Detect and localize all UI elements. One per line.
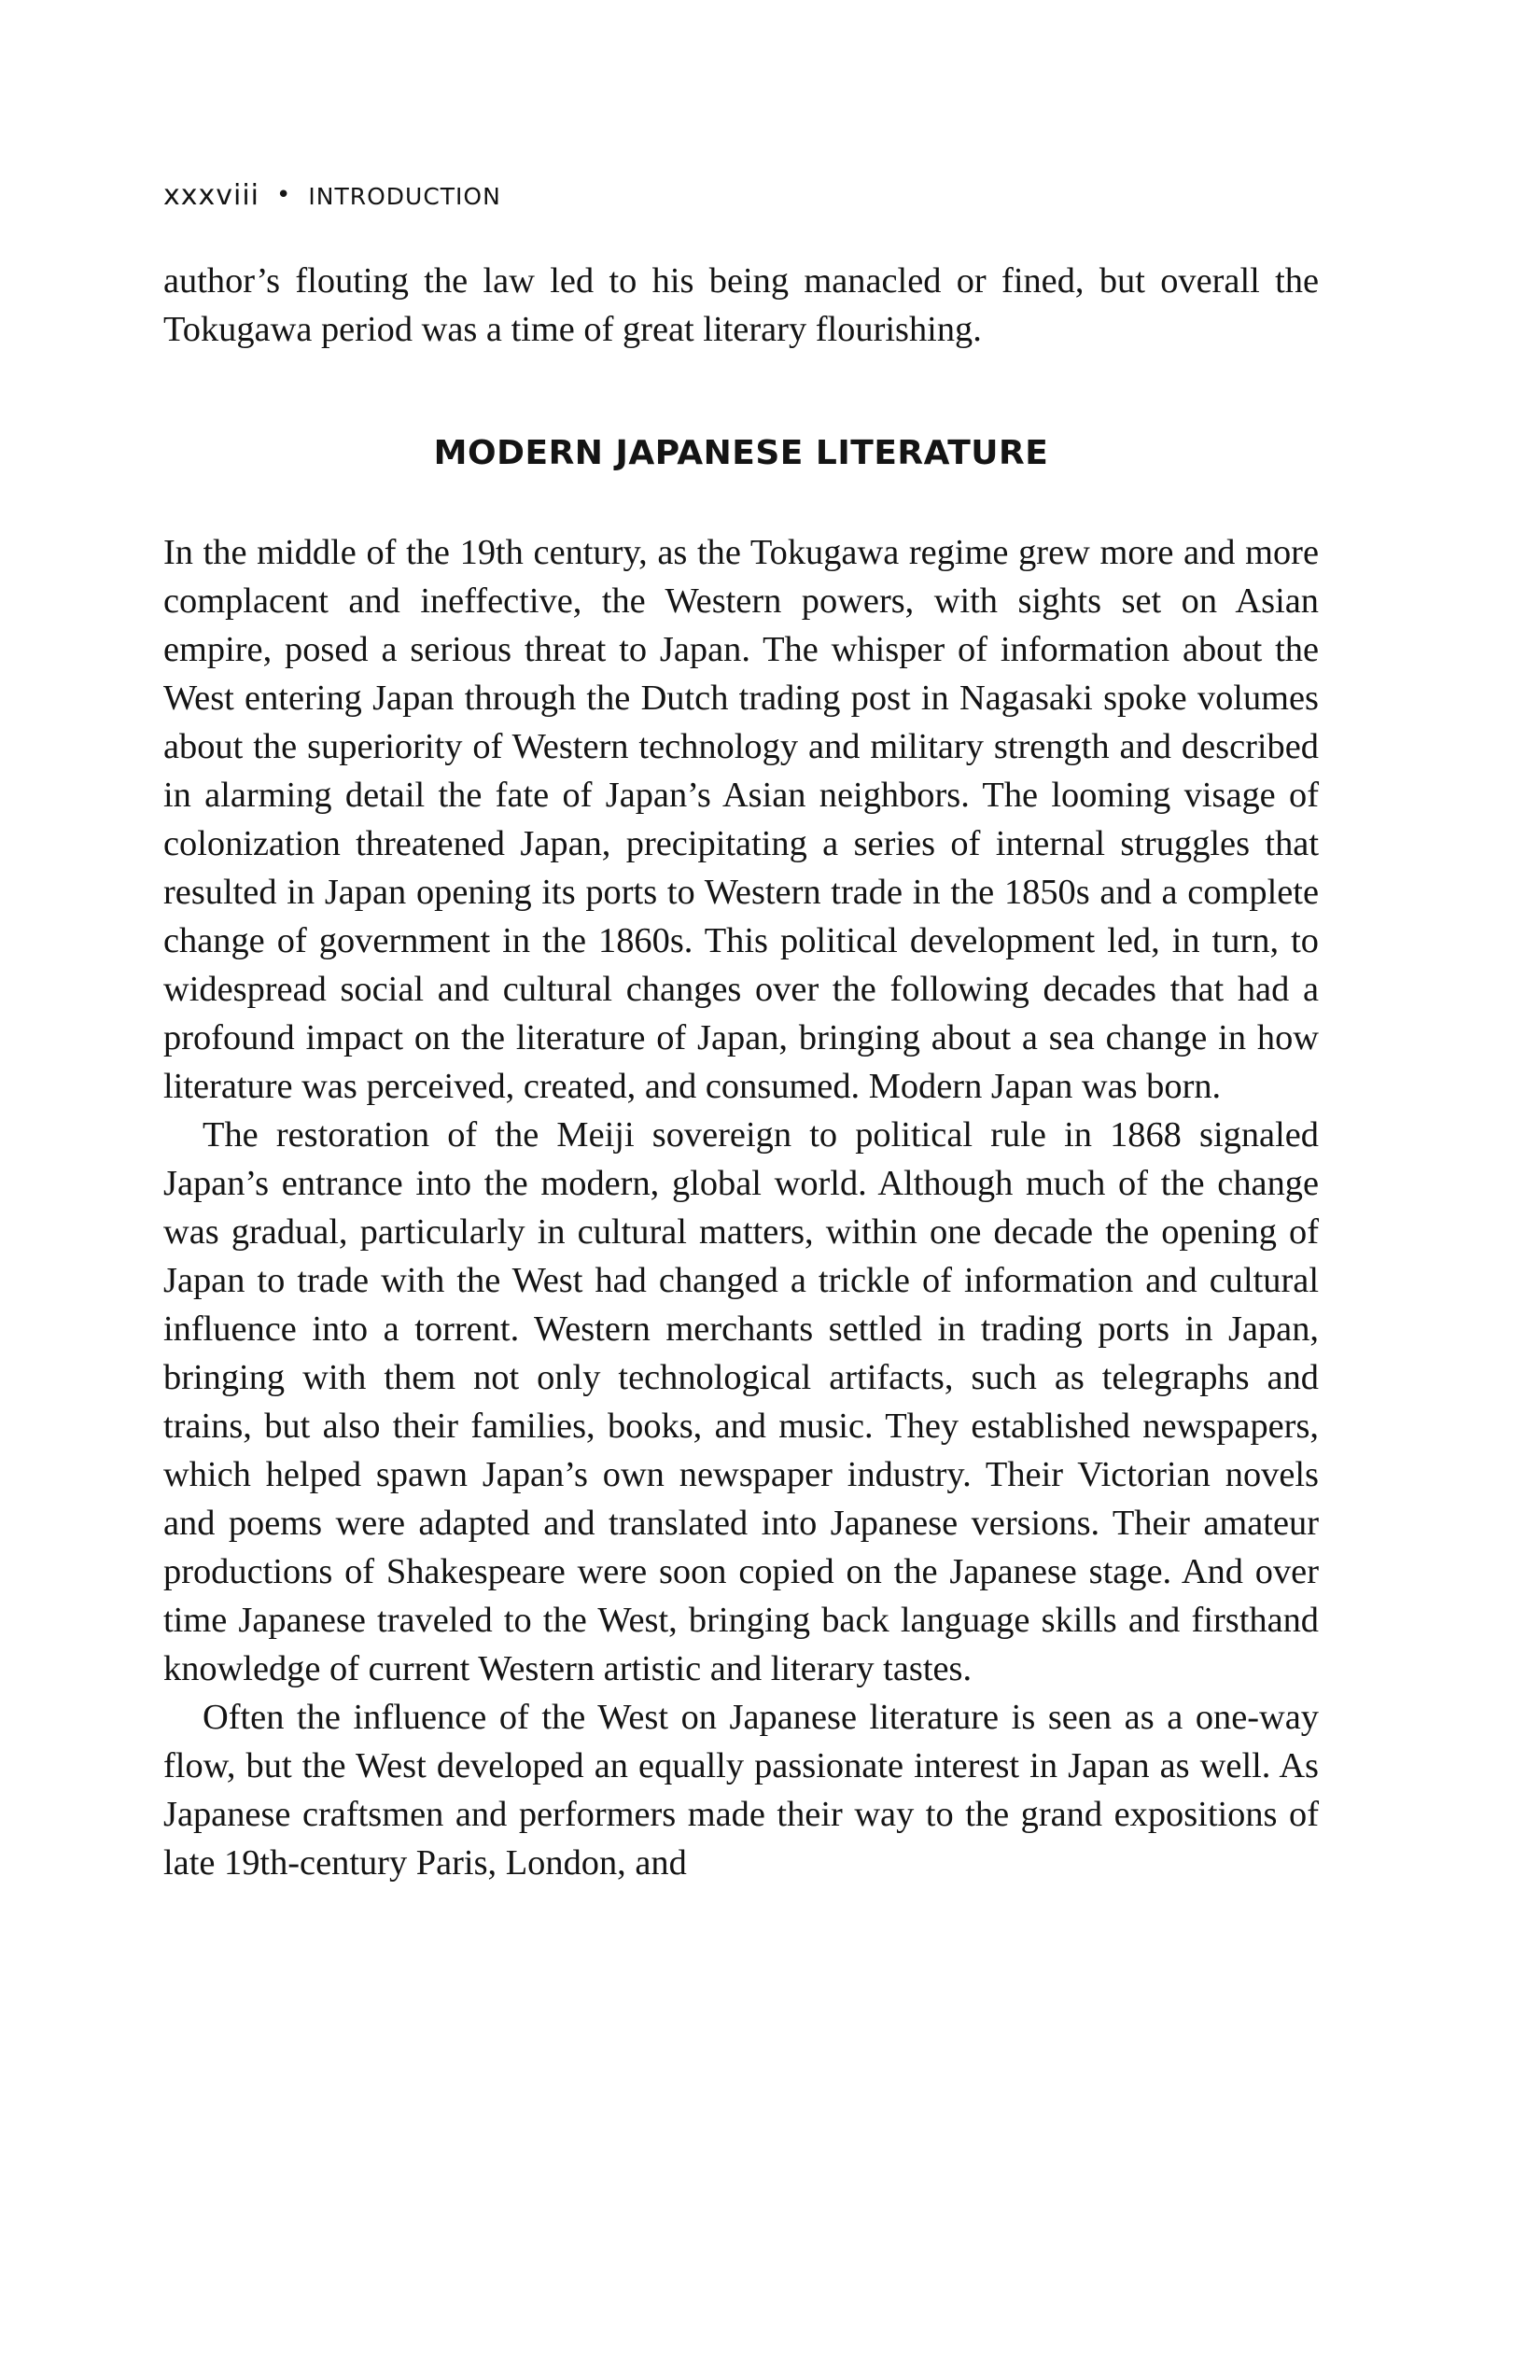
paragraph-3: Often the influence of the West on Japanese literature is seen as a one-way flow, but the West developed an equally passionate interest in Japan as well. As Japanese craftsmen and performers made their way to the grand expositions of late 19th-century Paris, London, and xyxy=(163,1698,1319,1883)
bullet-separator: • xyxy=(276,181,292,209)
paragraph-1: In the middle of the 19th century, as the Tokugawa regime grew more and more complacent and ineffective, the Western powers, with sights set on Asian empire, posed a serious threat to Japan. The whisper of information about the West entering Japan through the Dutch trading post in Nagasaki spoke volumes about the superiority of Western technology and military strength and described in alarming detail the fate of Japan’s Asian neighbors. The looming visage of colonization threatened Japan, precipitating a series of internal struggles that resulted in Japan opening its ports to Western trade in the 1850s and a complete change of government in the 1860s. This political development led, in turn, to widespread social and cultural changes over the following decades that had a profound impact on the literature of Japan, bringing about a sea change in how literature was perceived, created, and consumed. Modern Japan was born. xyxy=(163,533,1319,1106)
page-number: xxxviii xyxy=(163,179,260,212)
book-page xyxy=(163,179,1319,1887)
paragraph-2: The restoration of the Meiji sovereign to political rule in 1868 signaled Japan’s entrance into the modern, global world. Although much of the change was gradual, particularly in cultural matters, within one decade the opening of Japan to trade with the West had changed a trickle of information and cultural influence into a torrent. Western merchants settled in trading ports in Japan, bringing with them not only technological artifacts, such as telegraphs and trains, but also their families, books, and music. They established newspapers, which helped spawn Japan’s own newspaper industry. Their Victorian novels and poems were adapted and translated into Japanese versions. Their amateur productions of Shakespeare were soon copied on the Japanese stage. And over time Japanese traveled to the West, bringing back language skills and firsthand knowledge of current Western artistic and literary tastes. xyxy=(163,1115,1319,1688)
running-head xyxy=(163,179,1319,212)
opening-paragraph: author’s flouting the law led to his being manacled or fined, but overall the Tokugawa period was a time of great literary flourishing. xyxy=(163,261,1319,349)
body-text xyxy=(163,257,1319,1887)
running-head-section: INTRODUCTION xyxy=(308,183,501,210)
section-heading: MODERN JAPANESE LITERATURE xyxy=(433,434,1049,472)
